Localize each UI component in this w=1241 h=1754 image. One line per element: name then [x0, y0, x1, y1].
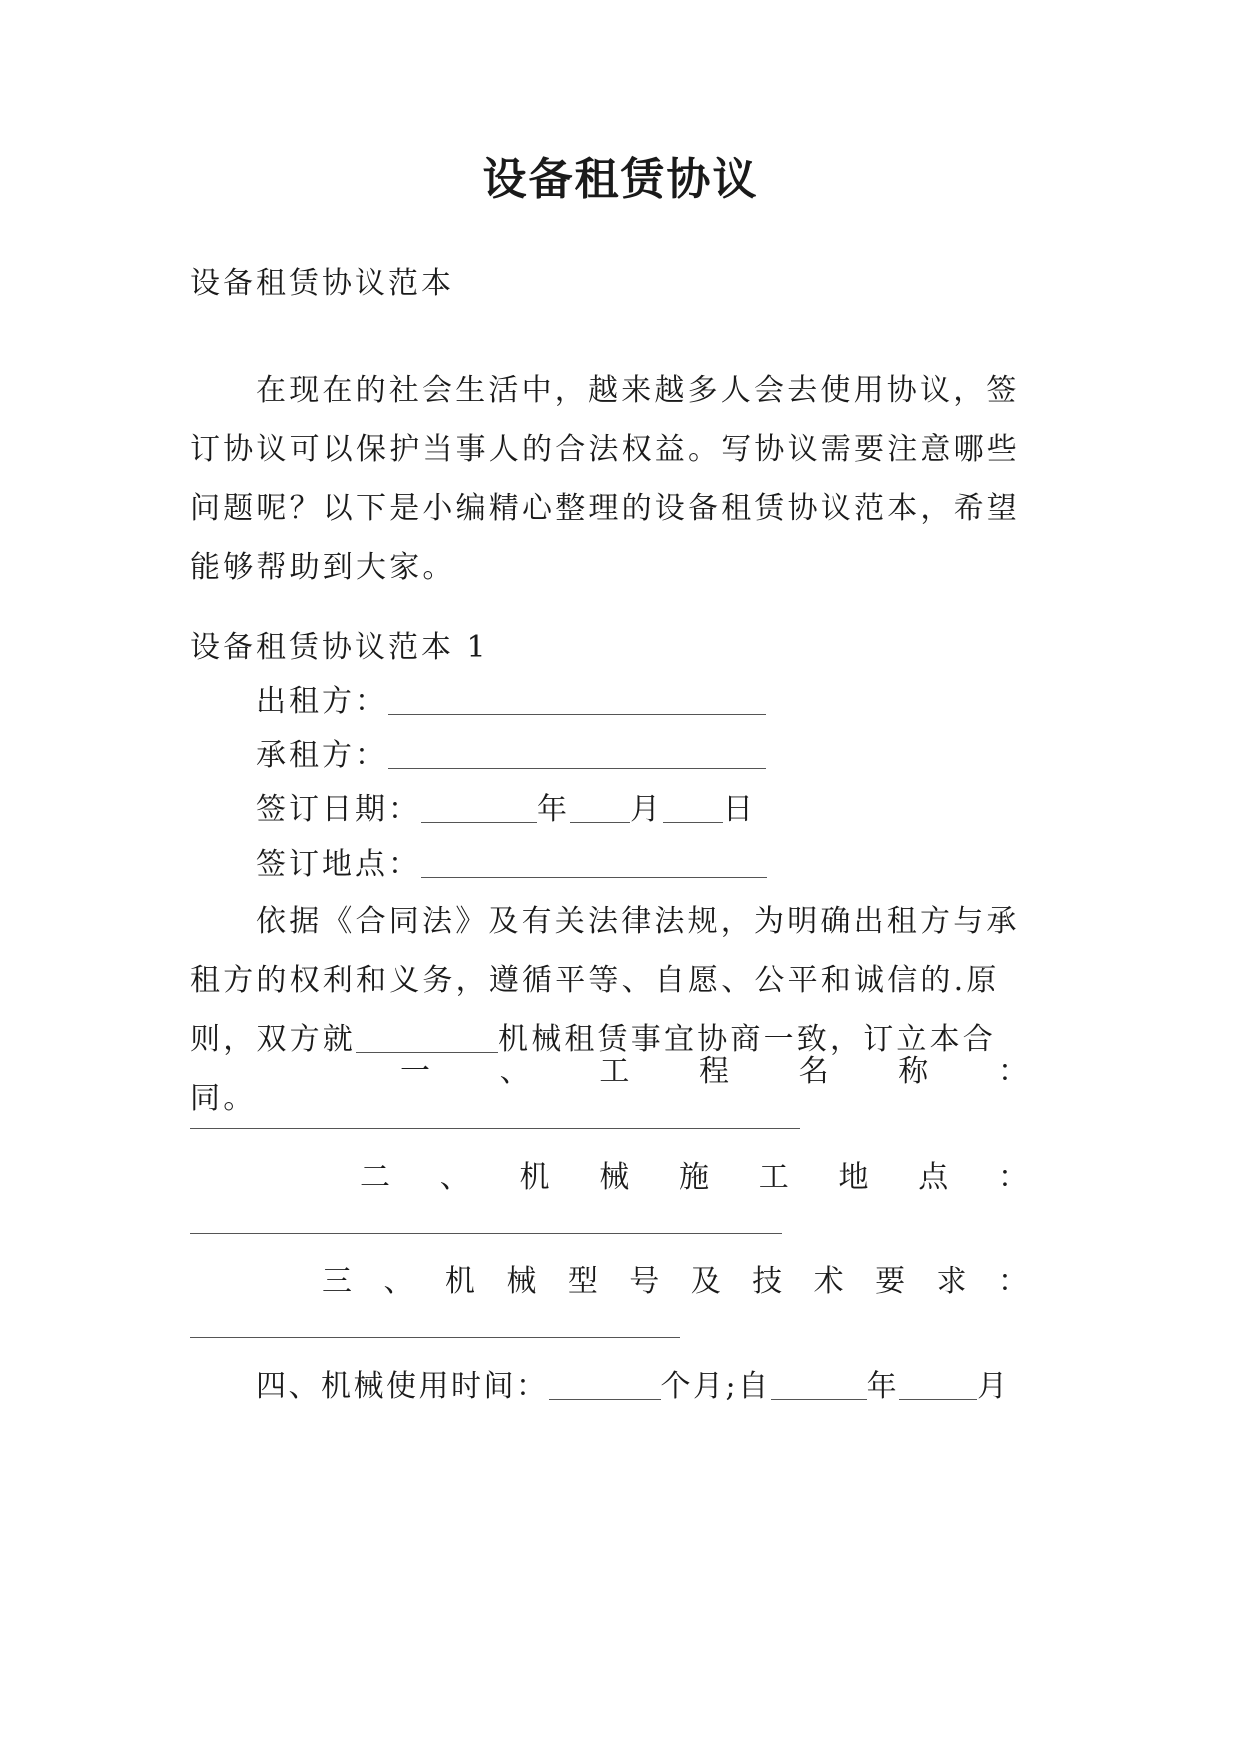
sign-date-row: [256, 788, 1116, 832]
clause-2-char: 地: [838, 1160, 869, 1195]
lessee-blank[interactable]: [388, 740, 766, 769]
project-blank[interactable]: [356, 1024, 498, 1053]
subtitle: 设备租赁协议范本: [190, 266, 454, 301]
clause-1-char: 称: [898, 1054, 929, 1089]
clause-1-char: 工: [599, 1054, 630, 1089]
months-blank[interactable]: [549, 1371, 661, 1400]
clause-1-char: 程: [698, 1054, 729, 1089]
sign-place-blank[interactable]: [421, 849, 767, 878]
lessor-row: [256, 680, 1116, 724]
start-year-blank[interactable]: [771, 1371, 867, 1400]
clause-3-char: 术: [813, 1264, 844, 1299]
clause-1-char: 、: [499, 1054, 530, 1089]
clause-3-char: 号: [629, 1264, 660, 1299]
document-title: 设备租赁协议: [482, 154, 759, 205]
clause-1-char: 一: [400, 1054, 430, 1089]
clause-2-char: ：: [998, 1160, 1028, 1195]
day-label: 日: [723, 792, 756, 827]
sign-place-row: [256, 843, 1116, 887]
sign-place-label: 签订地点：: [256, 847, 421, 882]
clause-3-char: 型: [567, 1264, 598, 1299]
lessor-blank[interactable]: [388, 686, 766, 715]
month-label: 月: [630, 792, 663, 827]
sign-date-label: 签订日期：: [256, 792, 421, 827]
clause-1-heading: [400, 1050, 1028, 1094]
lessee-label: 承租方：: [256, 738, 388, 773]
clause-4-year: 年: [866, 1369, 900, 1404]
sample-heading: 设备租赁协议范本 1: [190, 630, 489, 665]
day-blank[interactable]: [663, 794, 723, 823]
clause-3-char: 三: [322, 1264, 352, 1299]
lessor-label: 出租方：: [256, 684, 388, 719]
clause-3-char: 求: [936, 1264, 967, 1299]
year-label: 年: [537, 792, 570, 827]
clause-4-label: 四、机械使用时间：: [256, 1369, 549, 1404]
clause-1-char: ：: [997, 1054, 1028, 1089]
clause-3-char: ：: [997, 1264, 1028, 1299]
clause-3-heading: [322, 1260, 1028, 1304]
year-blank[interactable]: [421, 794, 537, 823]
clause-2-blank[interactable]: [190, 1233, 782, 1234]
clause-3-char: 、: [383, 1264, 414, 1299]
clause-3-char: 及: [690, 1264, 721, 1299]
clause-2-char: 、: [439, 1160, 470, 1195]
clause-4-month: 月: [977, 1369, 1010, 1404]
clause-3-char: 机: [444, 1264, 475, 1299]
basis-text-part1: 依据《合同法》及有关法律法规，为明确出租方与承租方的权利和义务，遵循平等、自愿、公平和诚信的.原则，双方就: [190, 904, 1020, 1057]
month-blank[interactable]: [570, 794, 630, 823]
clause-3-blank[interactable]: [190, 1337, 680, 1338]
clause-2-char: 施: [679, 1160, 709, 1195]
clause-2-char: 械: [599, 1160, 630, 1195]
clause-3-char: 要: [875, 1264, 906, 1299]
clause-4-row: [256, 1365, 1056, 1409]
basis-text-part2: 机械租赁事宜协商一致，订立本合同。: [190, 1022, 996, 1116]
clause-2-char: 二: [360, 1160, 390, 1195]
clause-2-char: 机: [519, 1160, 550, 1195]
clause-1-blank[interactable]: [190, 1128, 800, 1129]
clause-2-char: 工: [758, 1160, 789, 1195]
lessee-row: [256, 734, 1116, 778]
clause-2-heading: [360, 1156, 1028, 1200]
clause-2-char: 点: [918, 1160, 949, 1195]
intro-paragraph: 在现在的社会生活中，越来越多人会去使用协议，签订协议可以保护当事人的合法权益。写协议需要注意哪些问题呢？以下是小编精心整理的设备租赁协议范本，希望能够帮助到大家。: [190, 373, 1020, 585]
clause-3-char: 械: [506, 1264, 537, 1299]
start-month-blank[interactable]: [899, 1371, 977, 1400]
clause-4-months: 个月;自: [660, 1369, 771, 1404]
clause-3-char: 技: [752, 1264, 783, 1299]
clause-1-char: 名: [798, 1054, 829, 1089]
